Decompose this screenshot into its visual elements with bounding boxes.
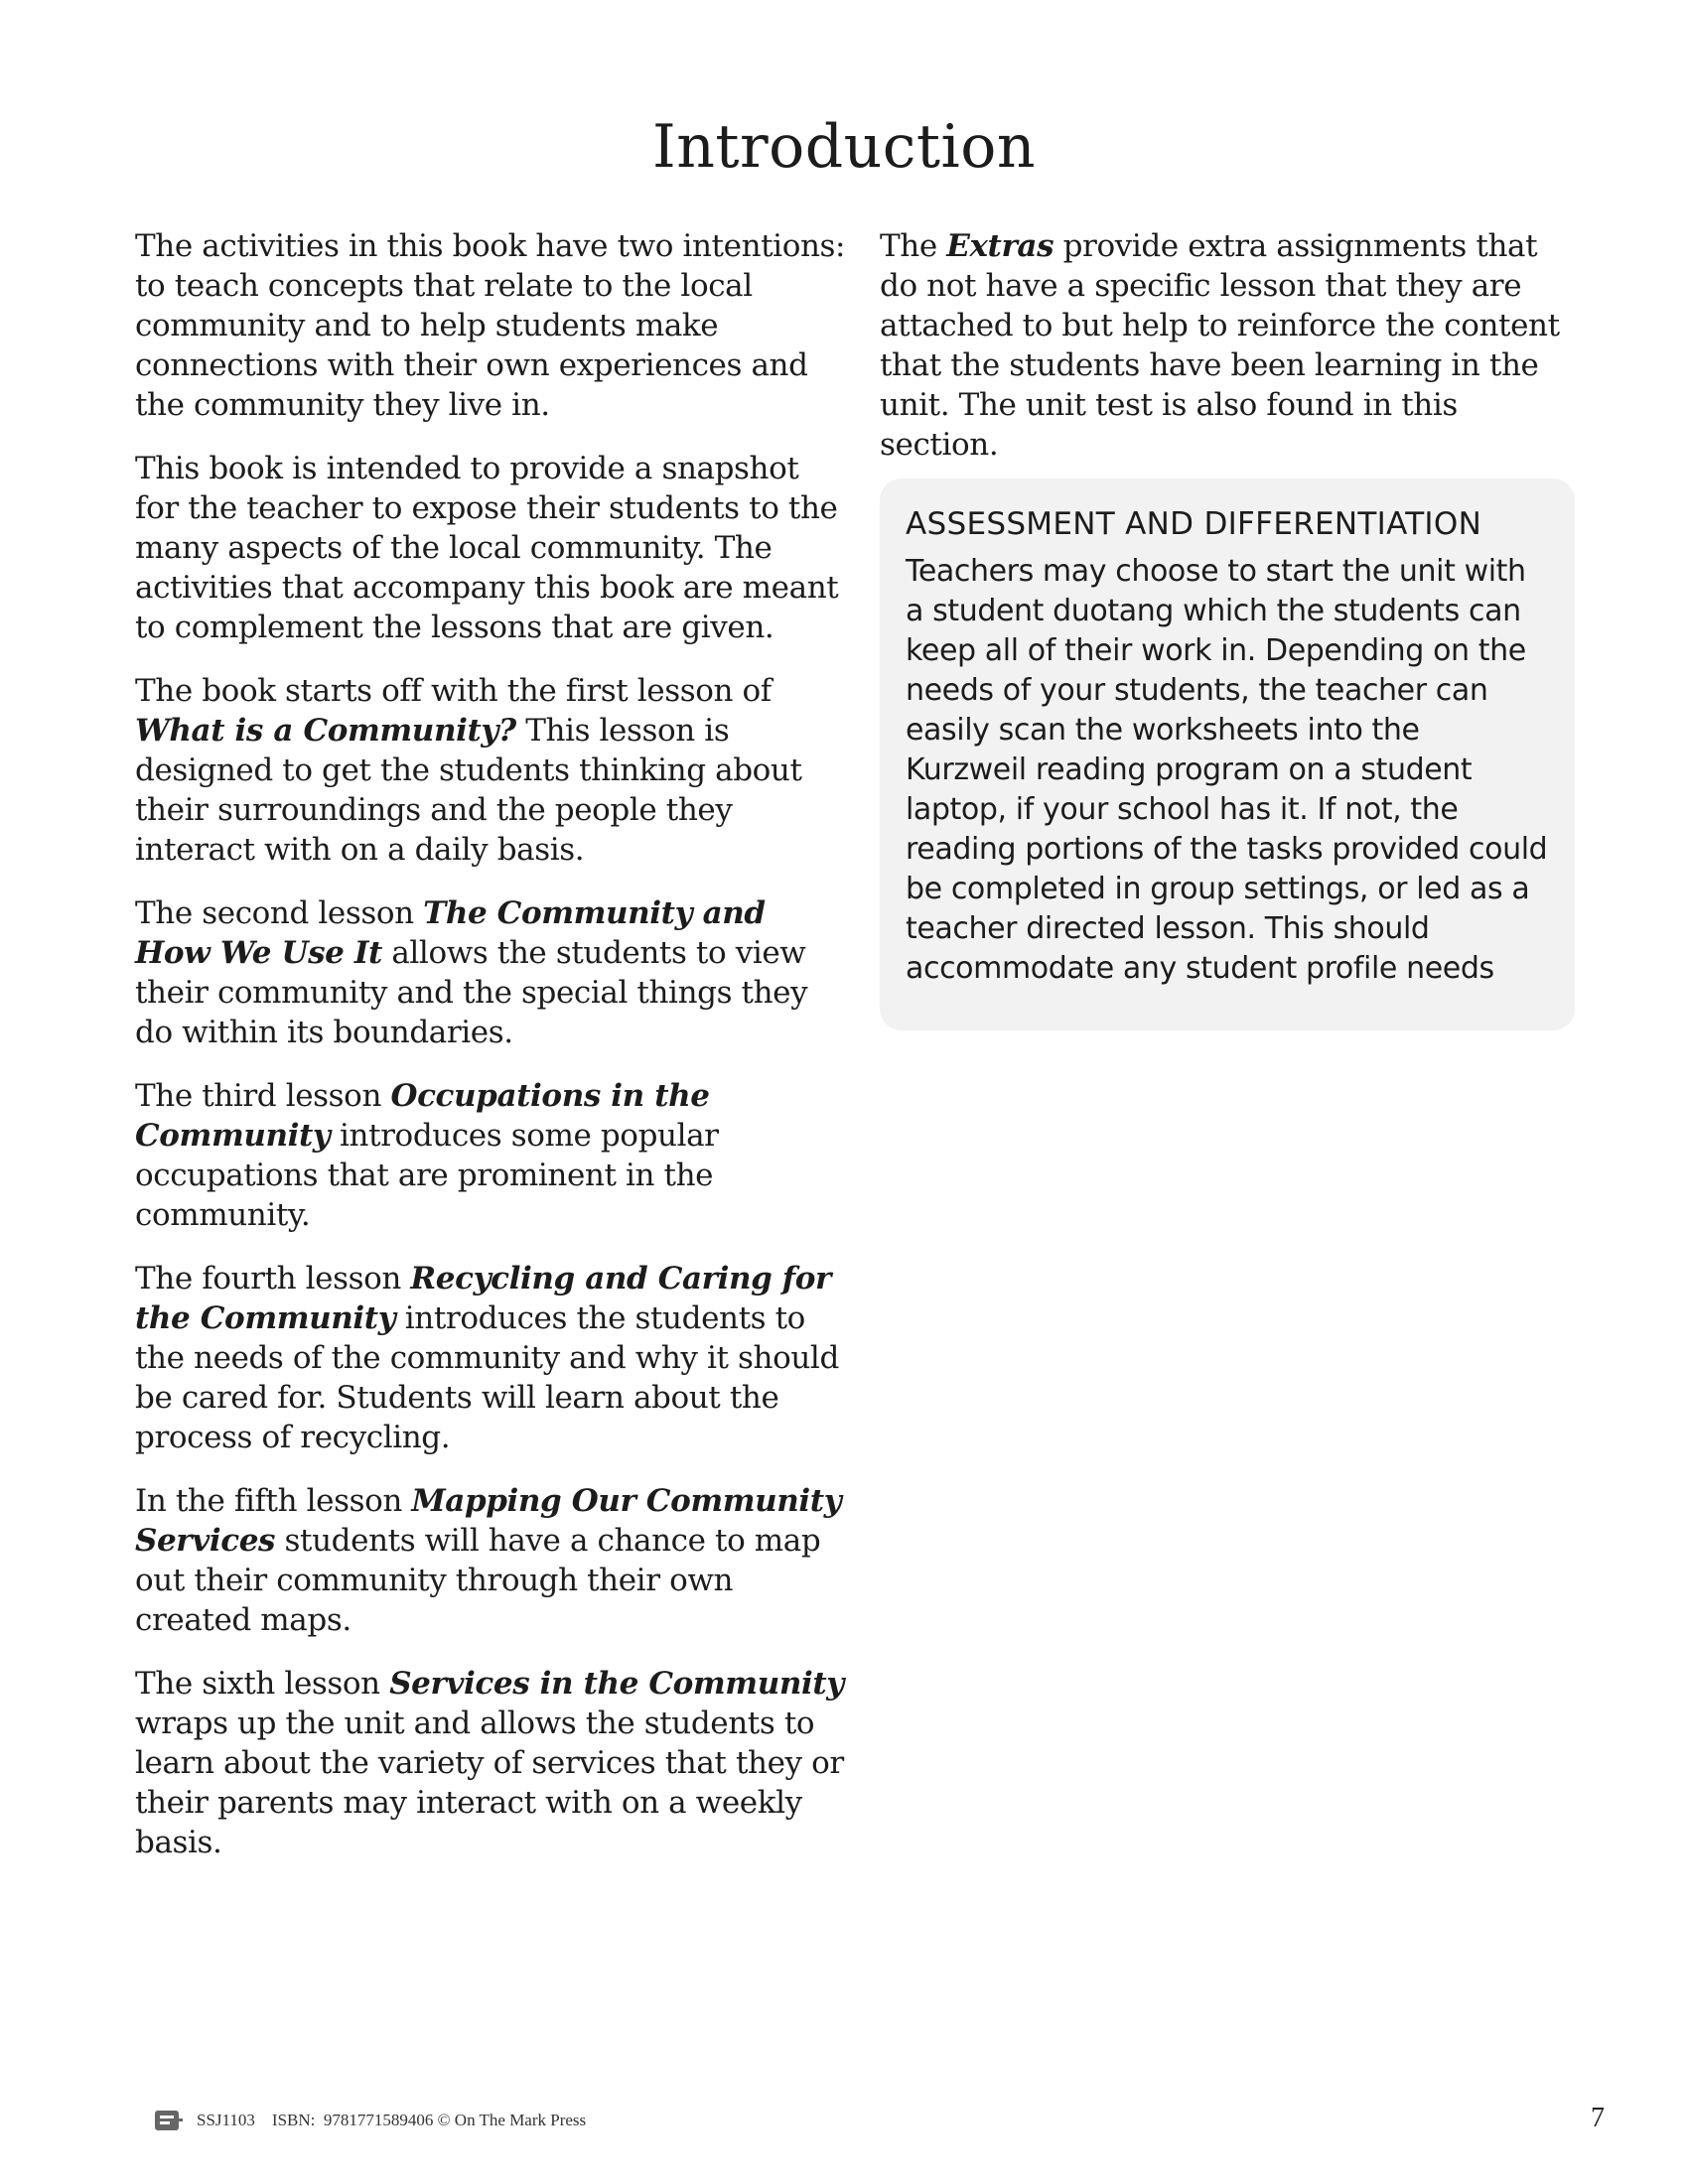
lesson-2-paragraph: The second lesson The Community and How We Use It allows the students to view their community and the special things they do within its boundaries. <box>135 895 808 1050</box>
callout-heading: ASSESSMENT AND DIFFERENTIATION <box>906 506 1482 542</box>
lesson-1-title: What is a Community? <box>135 713 516 749</box>
lesson-4-title: Recycling and Caring for the Community <box>135 1261 831 1336</box>
isbn: ISBN: 9781771589406 <box>271 2111 434 2129</box>
callout-body: Teachers may choose to start the unit with a student duotang which the students can keep all of their work in. Depending on the needs of your students, the teacher can easily scan the worksheets into the Kurzweil reading program on a student laptop, if your school has it. If not, the reading portions of the tasks provided could be completed in group settings, or led as a teacher directed lesson. This should accommodate any student profile needs <box>906 554 1548 986</box>
right-column <box>880 226 1575 488</box>
lesson-5-paragraph: In the fifth lesson Mapping Our Community Services students will have a chance to map out their community through their own created maps. <box>135 1483 842 1638</box>
footer-meta <box>197 2111 586 2130</box>
lesson-5-title: Mapping Our Community Services <box>135 1483 842 1559</box>
left-column <box>135 226 850 1886</box>
lesson-6-paragraph: The sixth lesson Services in the Community wraps up the unit and allows the students to learn about the variety of services that they or their parents may interact with on a weekly basis. <box>135 1666 844 1860</box>
lesson-3-title: Occupations in the Community <box>135 1078 710 1154</box>
assessment-callout <box>880 478 1575 1030</box>
extras-title: Extras <box>946 228 1055 264</box>
publisher-logo-icon <box>155 2109 183 2132</box>
lesson-6-title: Services in the Community <box>389 1666 844 1702</box>
page-footer <box>155 2103 1605 2138</box>
snapshot-paragraph: This book is intended to provide a snapshot for the teacher to expose their students to the many aspects of the local community. The activities that accompany this book are meant to complement the lessons that are given. <box>135 451 839 645</box>
page-title: Introduction <box>652 112 1036 182</box>
lesson-1-paragraph: The book starts off with the first lesson of What is a Community? This lesson is designed to get the students thinking about their surroundings and the people they interact with on a daily basis. <box>135 673 802 868</box>
product-code: SSJ1103 <box>197 2111 255 2129</box>
lesson-3-paragraph: The third lesson Occupations in the Community introduces some popular occupations that are prominent in the community. <box>135 1078 719 1233</box>
extras-paragraph: The Extras provide extra assignments that do not have a specific lesson that they are attached to but help to reinforce the content that the students have been learning in the unit. The unit test is also found in this section. <box>880 228 1560 463</box>
page-number: 7 <box>1591 2103 1605 2133</box>
copyright: © On The Mark Press <box>437 2111 587 2129</box>
lesson-2-title: The Community and How We Use It <box>135 895 766 971</box>
lesson-4-paragraph: The fourth lesson Recycling and Caring for the Community introduces the students to the needs of the community and why it should be cared for. Students will learn about the process of recycling. <box>135 1261 839 1455</box>
intro-paragraph: The activities in this book have two intentions: to teach concepts that relate to the local community and to help students make connections with their own experiences and the community they live in. <box>135 228 846 423</box>
